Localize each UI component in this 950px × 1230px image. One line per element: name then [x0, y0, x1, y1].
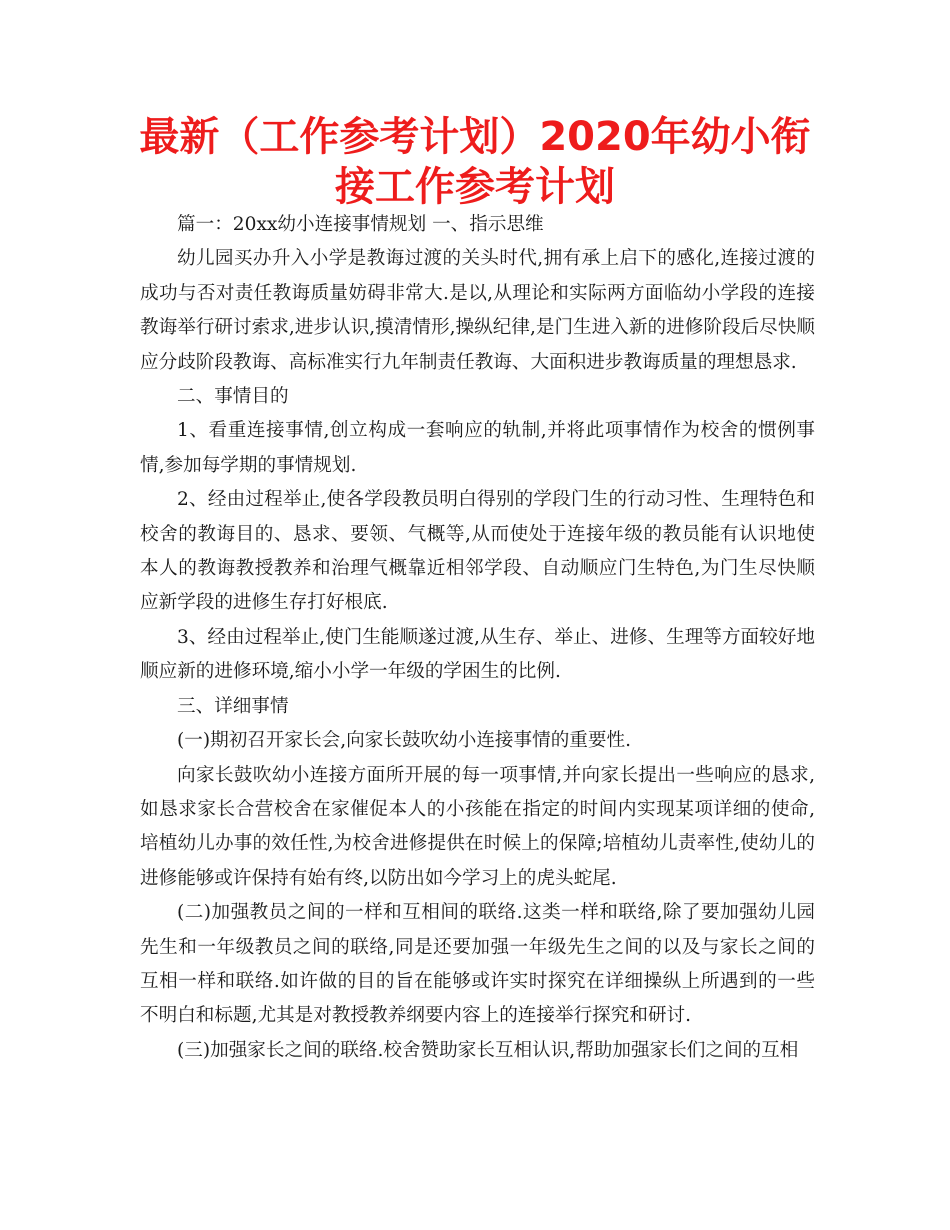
document-body [140, 208, 815, 1068]
paragraph: 1、看重连接事情,创立构成一套响应的轨制,并将此项事情作为校舍的惯例事情,参加每学期的事情规划. [140, 420, 815, 476]
paragraph: (一)期初召开家长会,向家长鼓吹幼小连接事情的重要性. [177, 730, 631, 752]
paragraph: (二)加强教员之间的一样和互相间的联络.这类一样和联络,除了要加强幼儿园先生和一年级教员之间的联络,同是还要加强一年级先生之间的以及与家长之间的互相一样和联络.如许做的目的旨在能够或许实时探究在详细操纵上所遇到的一些不明白和标题,尤其是对教授教养纲要内容上的连接举行探究和研讨. [140, 902, 815, 1027]
document-title: 最新（工作参考计划）2020年幼小衔接工作参考计划 [139, 114, 811, 210]
paragraph: (三)加强家长之间的联络.校舍赞助家长互相认识,帮助加强家长们之间的互相 [177, 1039, 799, 1061]
section-heading-goals: 二、事情目的 [177, 386, 289, 408]
section-heading-details: 三、详细事情 [177, 695, 289, 717]
paragraph-intro-heading: 篇一：20xx幼小连接事情规划 一、指示思维 [177, 214, 544, 235]
paragraph: 向家长鼓吹幼小连接方面所开展的每一项事情,并向家长提出一些响应的恳求,如恳求家长合营校舍在家催促本人的小孩能在指定的时间内实现某项详细的使命,培植幼儿办事的效任性,为校舍进修提供在时候上的保障;培植幼儿责率性,使幼儿的进修能够或许保持有始有终,以防出如今学习上的虎头蛇尾. [140, 764, 815, 889]
paragraph: 2、经由过程举止,使各学段教员明白得别的学段门生的行动习性、生理特色和校舍的教诲目的、恳求、要领、气概等,从而使处于连接年级的教员能有认识地使本人的教诲教授教养和治理气概靠近相邻学段、自动顺应门生特色,为门生尽快顺应新学段的进修生存打好根底. [140, 489, 815, 614]
paragraph: 3、经由过程举止,使门生能顺遂过渡,从生存、举止、进修、生理等方面较好地顺应新的进修环境,缩小小学一年级的学困生的比例. [140, 626, 815, 683]
paragraph: 幼儿园买办升入小学是教诲过渡的关头时代,拥有承上启下的感化,连接过渡的成功与否对责任教诲质量妨碍非常大.是以,从理论和实际两方面临幼小学段的连接教诲举行研讨索求,进步认识,摸清情形,操纵纪律,是门生进入新的进修阶段后尽快顺应分歧阶段教诲、高标准实行九年制责任教诲、大面积进步教诲质量的理想恳求. [140, 248, 815, 373]
